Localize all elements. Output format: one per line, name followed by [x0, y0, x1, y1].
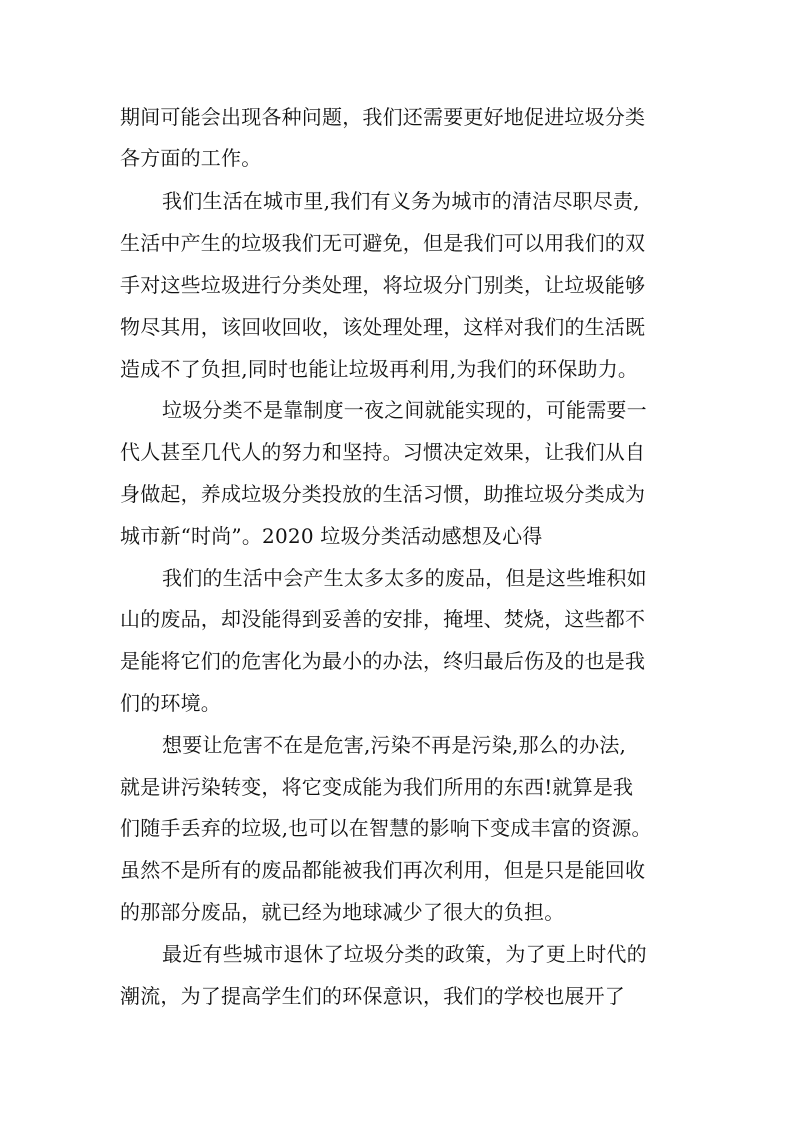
text-line-12: 我们的生活中会产生太多太多的废品，但是这些堆积如: [162, 566, 647, 590]
text-line-6: 物尽其用，该回收回收，该处理处理，这样对我们的生活既: [120, 315, 646, 339]
text-line-10: 身做起，养成垃圾分类投放的生活习惯，助推垃圾分类成为: [120, 482, 646, 506]
text-line-11: 城市新“时尚”。2020 垃圾分类活动感想及心得: [120, 524, 543, 548]
text-line-22: 潮流，为了提高学生们的环保意识，我们的学校也展开了: [120, 984, 625, 1008]
text-line-1: 期间可能会出现各种问题，我们还需要更好地促进垃圾分类: [120, 105, 646, 129]
text-line-5: 手对这些垃圾进行分类处理，将垃圾分门别类，让垃圾能够: [120, 273, 646, 297]
text-line-19: 虽然不是所有的废品都能被我们再次利用，但是只是能回收: [120, 858, 646, 882]
text-line-9: 代人甚至几代人的努力和坚持。习惯决定效果，让我们从自: [120, 440, 646, 464]
text-line-18: 们随手丢弃的垃圾,也可以在智慧的影响下变成丰富的资源。: [120, 816, 652, 840]
text-line-15: 们的环境。: [120, 691, 221, 715]
text-line-16: 想要让危害不在是危害,污染不再是污染,那么的办法,: [162, 733, 627, 757]
text-line-17: 就是讲污染转变，将它变成能为我们所用的东西!就算是我: [120, 775, 634, 799]
text-line-14: 是能将它们的危害化为最小的办法，终归最后伤及的也是我: [120, 649, 646, 673]
text-line-3: 我们生活在城市里,我们有义务为城市的清洁尽职尽责,: [162, 189, 640, 213]
text-line-21: 最近有些城市退休了垃圾分类的政策，为了更上时代的: [162, 942, 647, 966]
text-line-20: 的那部分废品，就已经为地球减少了很大的负担。: [120, 900, 565, 924]
text-line-7: 造成不了负担,同时也能让垃圾再利用,为我们的环保助力。: [120, 357, 639, 381]
text-line-13: 山的废品，却没能得到妥善的安排，掩埋、焚烧，这些都不: [120, 607, 646, 631]
text-line-4: 生活中产生的垃圾我们无可避免，但是我们可以用我们的双: [120, 231, 646, 255]
text-line-8: 垃圾分类不是靠制度一夜之间就能实现的，可能需要一: [162, 398, 647, 422]
text-line-2: 各方面的工作。: [120, 146, 262, 170]
